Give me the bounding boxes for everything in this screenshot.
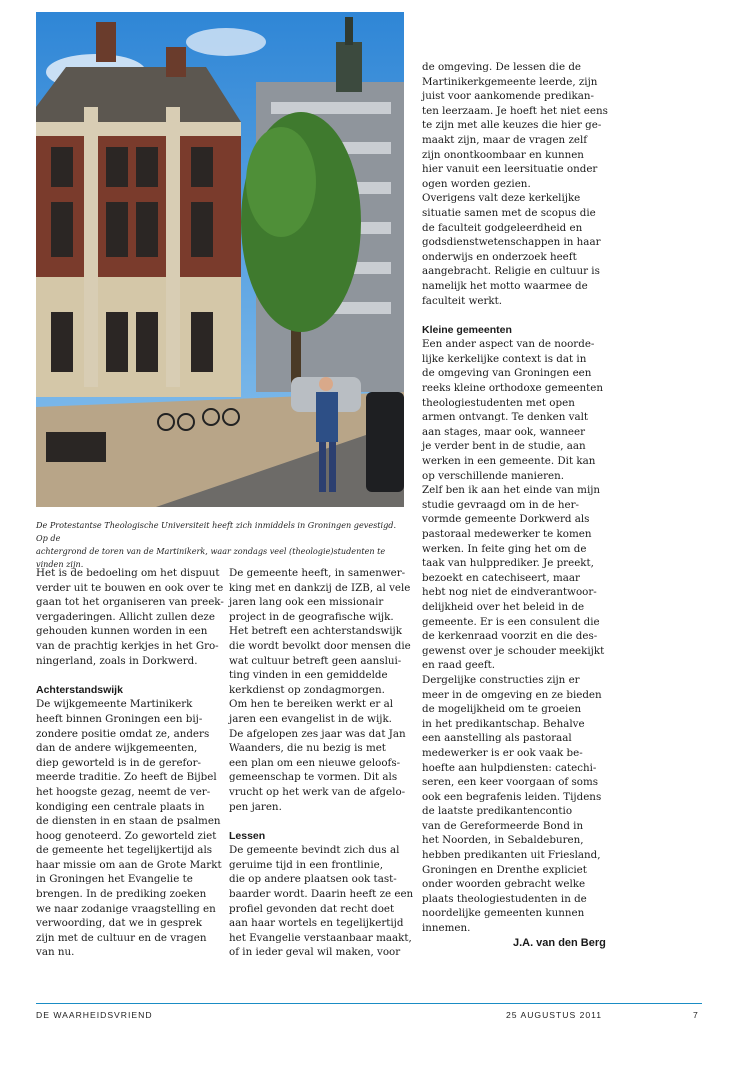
text-line: faculteit werkt. — [422, 294, 503, 307]
text-line: pastoraal medewerker te komen — [422, 528, 592, 540]
text-line: hoog genoteerd. Zo geworteld ziet — [36, 829, 217, 842]
text-line: van de prachtig kerkjes in het Gro- — [36, 639, 219, 652]
text-line: het Noorden, in Sebaldeburen, — [422, 834, 584, 847]
caption-line: De Protestantse Theologische Universiteit heeft zich inmiddels in Groningen gevestigd. Op de — [36, 520, 397, 543]
text-line: de omgeving van Groningen een — [422, 367, 592, 380]
text-line: godsdienstwetenschappen in haar — [422, 236, 601, 249]
text-line: De afgelopen zes jaar was dat Jan — [229, 727, 406, 740]
text-line: situatie samen met de scopus die — [422, 206, 596, 219]
text-line: onderwijs en onderzoek heeft — [422, 250, 577, 263]
text-line: hoefte aan hulpdiensten: catechi- — [422, 761, 597, 774]
text-line: zijn met de cultuur en de vragen — [36, 931, 207, 944]
text-line: Martinikerkgemeente leerde, zijn — [422, 75, 598, 88]
text-line: ook een begrafenis leiden. Tijdens — [422, 790, 602, 803]
paragraph-gap — [36, 668, 224, 683]
text-line: reeks kleine orthodoxe gemeenten — [422, 382, 604, 395]
text-line: delijkheid over het beleid in de — [422, 600, 585, 613]
section-heading-kleine-gemeenten: Kleine gemeenten — [422, 323, 512, 336]
text-line: aangebracht. Religie en cultuur is — [422, 265, 600, 278]
text-line: de omgeving. De lessen die de — [422, 61, 581, 73]
text-line: we naar zodanige vraagstelling en — [36, 902, 216, 915]
footer-publication: DE WAARHEIDSVRIEND — [36, 1010, 153, 1020]
text-line: verwoording, dat we in gesprek — [36, 917, 202, 930]
text-line: meerde traditie. Zo heeft de Bijbel — [36, 771, 217, 784]
text-line: vrucht op het werk van de afgelo- — [229, 785, 406, 798]
text-line: van nu. — [36, 946, 75, 959]
text-line: in het predikantschap. Behalve — [422, 717, 585, 730]
text-line: Een ander aspect van de noorde- — [422, 338, 595, 351]
text-line: verder uit te bouwen en ook over te — [36, 581, 224, 594]
text-line: juist voor aankomende predikan- — [422, 90, 595, 103]
text-line: hebben predikanten uit Friesland, — [422, 849, 601, 862]
footer-date: 25 AUGUSTUS 2011 — [506, 1010, 603, 1020]
text-line: in Groningen het Evangelie te — [36, 873, 193, 886]
text-line: heeft binnen Groningen een bij- — [36, 712, 203, 725]
text-line: Dergelijke constructies zijn er — [422, 673, 580, 686]
text-line: hebt nog niet de eindverantwoor- — [422, 586, 597, 599]
text-line: seren, een keer voorgaan of soms — [422, 776, 599, 789]
text-line: De gemeente heeft, in samenwer- — [229, 567, 406, 579]
text-line: project in de geografische wijk. — [229, 610, 394, 623]
column-1 — [36, 566, 224, 960]
text-line: de diensten in en staan de psalmen — [36, 815, 221, 828]
text-line: werken in een gemeente. Dit kan — [422, 455, 596, 468]
text-line: Om hen te bereiken werkt er al — [229, 698, 394, 711]
text-line: namelijk het motto waarmee de — [422, 279, 588, 292]
text-line: gemeenschap te vormen. Dit als — [229, 771, 398, 784]
text-line: Groningen en Drenthe expliciet — [422, 863, 587, 876]
text-line: de mogelijkheid om te groeien — [422, 703, 582, 716]
text-line: medewerker is er ook vaak be- — [422, 746, 583, 759]
text-line: de faculteit godgeleerdheid en — [422, 221, 583, 234]
text-line: studie gevraagd om in de her- — [422, 498, 579, 511]
paragraph-gap — [229, 814, 413, 829]
text-line: zondere positie omdat ze, anders — [36, 727, 210, 740]
text-line: wat cultuur betreft geen aanslui- — [229, 654, 402, 667]
section-heading-lessen: Lessen — [229, 829, 266, 842]
paragraph-gap — [422, 308, 608, 323]
text-line: de laatste predikantencontio — [422, 805, 573, 818]
text-line: je verder bent in de studie, aan — [422, 440, 586, 453]
text-line: onder woorden gebracht welke — [422, 878, 586, 891]
text-line: een plan om een nieuwe geloofs- — [229, 756, 401, 769]
footer-page-number: 7 — [693, 1010, 699, 1020]
text-line: het hoogste gezag, neemt de ver- — [36, 785, 211, 798]
column-3 — [422, 60, 608, 950]
text-line: De gemeente bevindt zich dus al — [229, 844, 400, 857]
text-line: plaats theologiestudenten in de — [422, 892, 587, 905]
text-line: ten leerzaam. Je hoeft het niet eens — [422, 104, 608, 117]
text-line: innemen. — [422, 922, 471, 935]
text-line: gaan tot het organiseren van preek- — [36, 596, 224, 609]
text-line: brengen. In de prediking zoeken — [36, 888, 207, 901]
text-line: jaren lang ook een missionair — [229, 596, 384, 609]
text-line: of in ieder geval wil maken, voor — [229, 946, 401, 959]
text-line: ting vinden in een gemiddelde — [229, 669, 388, 682]
text-line: aan haar wortels en tegelijkertijd — [229, 917, 404, 930]
section-heading-achterstandswijk: Achterstandswijk — [36, 683, 123, 696]
text-line: aan stages, maar ook, wanneer — [422, 425, 586, 438]
text-line: haar missie om aan de Grote Markt — [36, 858, 222, 871]
text-line: gemeente. Er is een consulent die — [422, 615, 600, 628]
photo-university-building — [36, 12, 404, 507]
text-line: hier vanuit een leersituatie onder — [422, 163, 598, 176]
text-line: baarder wordt. Daarin heeft ze een — [229, 888, 414, 901]
caption-line: achtergrond de toren van de Martinikerk, waar zondags veel (theologie)studenten te vinden zijn. — [36, 546, 386, 569]
text-line: het Evangelie verstaanbaar maakt, — [229, 931, 412, 944]
text-line: bezoekt en catechiseert, maar — [422, 571, 580, 584]
text-line: Het betreft een achterstandswijk — [229, 625, 402, 638]
text-line: theologiestudenten met open — [422, 396, 575, 409]
footer-rule — [36, 1003, 702, 1004]
text-line: kondiging een centrale plaats in — [36, 800, 205, 813]
text-line: op verschillende manieren. — [422, 469, 564, 482]
text-line: diep geworteld is in de gerefor- — [36, 756, 201, 769]
photo-caption — [36, 519, 408, 571]
text-line: Het is de bedoeling om het dispuut — [36, 567, 220, 579]
text-line: die op andere plaatsen ook tast- — [229, 873, 397, 886]
text-line: en raad geeft. — [422, 659, 496, 672]
text-line: Zelf ben ik aan het einde van mijn — [422, 484, 601, 497]
text-line: een aanstelling als pastoraal — [422, 732, 572, 745]
text-line: geruime tijd in een frontlinie, — [229, 858, 384, 871]
text-line: king met en dankzij de IZB, al vele — [229, 581, 411, 594]
text-line: lijke kerkelijke context is dat in — [422, 352, 587, 365]
text-line: meer in de omgeving en ze bieden — [422, 688, 602, 701]
text-line: ningerland, zoals in Dorkwerd. — [36, 654, 198, 667]
text-line: werken. In feite ging het om de — [422, 542, 587, 555]
text-line: taak van hulpprediker. Je preekt, — [422, 557, 594, 570]
text-line: te zijn met alle keuzes die hier ge- — [422, 119, 602, 132]
text-line: dan de andere wijkgemeenten, — [36, 742, 198, 755]
text-line: jaren een evangelist in de wijk. — [229, 712, 392, 725]
column-2 — [229, 566, 413, 960]
text-line: armen ontvangt. Te denken valt — [422, 411, 589, 424]
text-line: de kerkenraad voorzit en die des- — [422, 630, 598, 643]
text-line: Waanders, die nu bezig is met — [229, 742, 386, 755]
text-line: gewenst over je schouder meekijkt — [422, 644, 605, 657]
text-line: Overigens valt deze kerkelijke — [422, 192, 581, 205]
text-line: vergaderingen. Allicht zullen deze — [36, 610, 215, 623]
text-line: vormde gemeente Dorkwerd als — [422, 513, 590, 526]
text-line: die wordt bevolkt door mensen die — [229, 639, 411, 652]
text-line: de gemeente het tegelijkertijd als — [36, 844, 213, 857]
text-line: De wijkgemeente Martinikerk — [36, 698, 193, 711]
text-line: ogen worden gezien. — [422, 177, 531, 190]
text-line: profiel gevonden dat recht doet — [229, 902, 395, 915]
text-line: maakt zijn, maar de vragen zelf — [422, 133, 588, 146]
text-line: zijn onontkoombaar en kunnen — [422, 148, 584, 161]
text-line: pen jaren. — [229, 800, 282, 813]
text-line: kerkdienst op zondagmorgen. — [229, 683, 385, 696]
author-signature: J.A. van den Berg — [512, 936, 606, 949]
text-line: noordelijke gemeenten kunnen — [422, 907, 585, 920]
text-line: van de Gereformeerde Bond in — [422, 819, 584, 832]
text-line: gehouden kunnen worden in een — [36, 625, 208, 638]
